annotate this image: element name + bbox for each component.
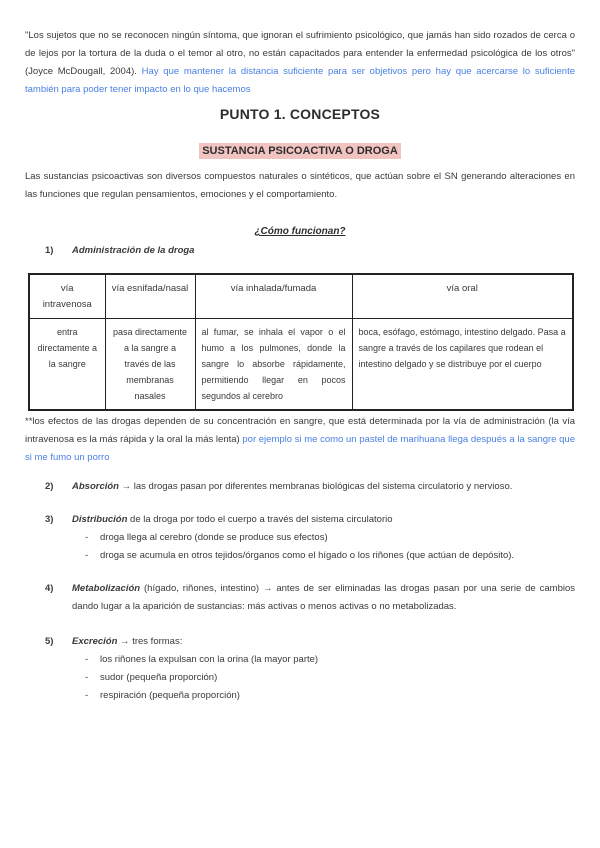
cell-intravenosa: entra directamente a la sangre bbox=[29, 319, 105, 411]
item-title: Administración de la droga bbox=[72, 245, 195, 256]
bullet-dash: - bbox=[85, 672, 89, 683]
bullet-dash: - bbox=[85, 532, 89, 543]
sub-bullet bbox=[72, 529, 575, 547]
footnote-blue: por ejemplo si me como un pastel de marihuana llega después a la sangre que si me fumo un porro bbox=[25, 434, 575, 463]
item-number: 1) bbox=[45, 245, 54, 256]
intro-quote-paragraph bbox=[25, 27, 575, 99]
cell-inhalada: al fumar, se inhala el vapor o el humo a los pulmones, donde la sangre lo absorbe rápidamente, permitiendo llegar en pocos segundos al cerebro bbox=[195, 319, 352, 411]
item-title: Absorción bbox=[72, 481, 119, 492]
item-title: Distribución bbox=[72, 514, 128, 525]
item-text: → tres formas: bbox=[117, 636, 183, 647]
bullet-text: respiración (pequeña proporción) bbox=[100, 690, 240, 701]
list-item-distribucion bbox=[25, 511, 575, 565]
definition-paragraph: Las sustancias psicoactivas son diversos compuestos naturales o sintéticos, que actúan sobre el SN generando alteraciones en las funciones que regulan pensamientos, emociones y el comportamiento. bbox=[25, 171, 575, 200]
how-it-works-heading: ¿Cómo funcionan? bbox=[254, 226, 346, 237]
bullet-text: droga llega al cerebro (donde se produce sus efectos) bbox=[100, 532, 328, 543]
bullet-dash: - bbox=[85, 550, 89, 561]
list-item-metabolizacion bbox=[25, 580, 575, 616]
intro-note-blue: Hay que mantener la distancia suficiente para ser objetivos pero hay que acercarse lo suficiente también para poder tener impacto en lo que hacemos bbox=[25, 66, 576, 95]
bullet-text: droga se acumula en otros tejidos/órganos como el hígado o los riñones (que actúan de depósito). bbox=[100, 550, 515, 561]
item-text: de la droga por todo el cuerpo a través del sistema circulatorio bbox=[127, 514, 393, 525]
sub-bullet bbox=[72, 651, 575, 669]
item-number: 3) bbox=[45, 514, 54, 525]
header-via-inhalada: vía inhalada/fumada bbox=[195, 274, 352, 319]
header-via-intravenosa: vía intravenosa bbox=[29, 274, 105, 319]
footnote-black: **los efectos de las drogas dependen de su concentración en sangre, que está determinada por la vía de administración (la vía intravenosa es la más rápida y la oral la más lenta) bbox=[25, 416, 575, 445]
page-title: PUNTO 1. CONCEPTOS bbox=[219, 106, 381, 122]
item-number: 5) bbox=[45, 636, 54, 647]
section-heading bbox=[25, 141, 575, 160]
sub-bullet bbox=[72, 547, 575, 565]
table-body-row bbox=[29, 319, 573, 411]
bullet-text: los riñones la expulsan con la orina (la mayor parte) bbox=[100, 654, 319, 665]
sub-bullet bbox=[72, 687, 575, 705]
bullet-text: sudor (pequeña proporción) bbox=[100, 672, 218, 683]
quote-text: "Los sujetos que no se reconocen ningún síntoma, que ignoran el sufrimiento psicológico, que jamás han sido rozados de cerca o de lejos por la tortura de la duda o el temor al otro, no están capacitados para entender la enfermedad psicológica de los otros" (Joyce McDougall, 2004). bbox=[25, 30, 575, 77]
item-title: Metabolización bbox=[72, 583, 141, 594]
table-header-row bbox=[29, 274, 573, 319]
item-title: Excreción bbox=[72, 636, 118, 647]
section-heading-highlight: SUSTANCIA PSICOACTIVA O DROGA bbox=[199, 143, 401, 159]
sub-bullet bbox=[72, 669, 575, 687]
header-via-oral: vía oral bbox=[352, 274, 573, 319]
cell-esnifada: pasa directamente a la sangre a través de las membranas nasales bbox=[105, 319, 195, 411]
list-item-absorcion bbox=[25, 478, 575, 496]
bullet-dash: - bbox=[85, 654, 89, 665]
cell-oral: boca, esófago, estómago, intestino delgado. Pasa a sangre a través de los capilares que rodean el intestino delgado y se distribuye por el cuerpo bbox=[352, 319, 573, 411]
item-number: 2) bbox=[45, 481, 54, 492]
header-via-esnifada: vía esnifada/nasal bbox=[105, 274, 195, 319]
bullet-dash: - bbox=[85, 690, 89, 701]
item-text: (hígado, riñones, intestino) → antes de ser eliminadas las drogas pasan por una serie de cambios dando lugar a la aparición de sustancias: más activas o menos activas o no metabolizadas. bbox=[72, 583, 575, 612]
list-item-excrecion bbox=[25, 633, 575, 705]
list-item-administration bbox=[25, 243, 575, 259]
table-footnote bbox=[25, 413, 575, 467]
item-text: → las drogas pasan por diferentes membranas biológicas del sistema circulatorio y nervioso. bbox=[118, 481, 513, 492]
item-number: 4) bbox=[45, 583, 54, 594]
administration-routes-table bbox=[28, 273, 574, 411]
